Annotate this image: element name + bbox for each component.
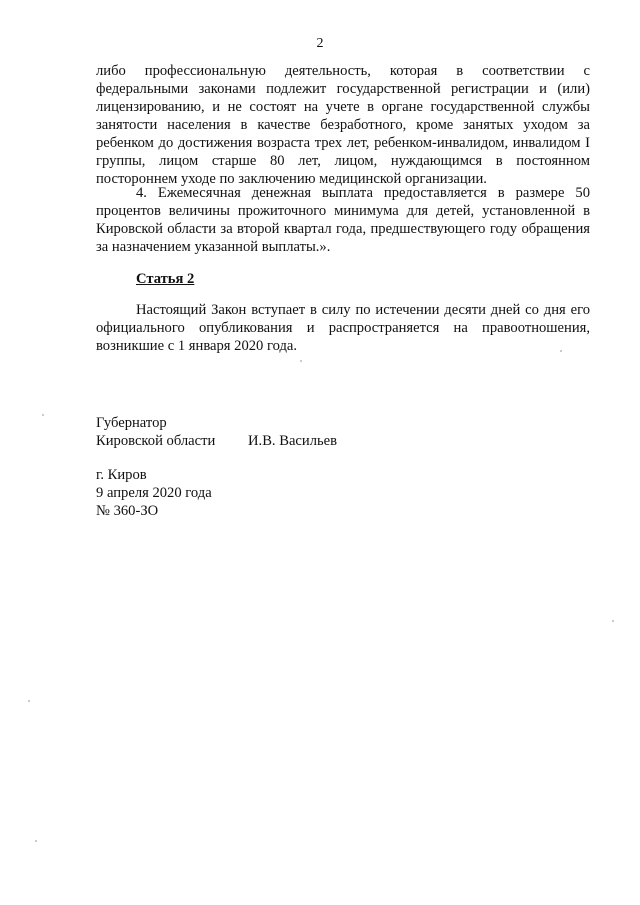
page-number: 2 — [316, 36, 324, 51]
article-2-heading: Статья 2 — [136, 271, 195, 287]
signature-title-line2: Кировской области — [96, 433, 216, 449]
scan-speck — [35, 840, 37, 842]
signatory-name: И.В. Васильев — [248, 433, 338, 449]
document-footer — [96, 466, 212, 520]
scan-speck — [612, 620, 614, 622]
document-number: № 360-ЗО — [96, 503, 159, 519]
scan-speck — [28, 700, 30, 702]
scan-speck — [300, 360, 302, 362]
paragraph-item-4: 4. Ежемесячная денежная выплата предоставляется в размере 50 процентов величины прожиточного минимума для детей, установленной в Кировской области за второй квартал года, предшествующего году обращения за назначением указанной выплаты.». — [96, 185, 590, 255]
city-label: г. Киров — [96, 467, 147, 483]
document-date: 9 апреля 2020 года — [96, 485, 212, 501]
scan-speck — [42, 414, 44, 416]
scan-speck — [560, 350, 562, 352]
paragraph-continuation: либо профессиональную деятельность, которая в соответствии с федеральными законами подлежит государственной регистрации и (или) лицензированию, и не состоят на учете в органе государственной службы занятости населения в качестве безработного, кроме занятых уходом за ребенком до достижения возраста трех лет, ребенком-инвалидом, инвалидом I группы, лицом старше 80 лет, лицом, нуждающимся в постоянном постороннем уходе по заключению медицинской организации. — [96, 63, 590, 187]
signature-title-line1: Губернатор — [96, 415, 167, 431]
signature-block — [96, 414, 337, 450]
article-2-text: Настоящий Закон вступает в силу по истечении десяти дней со дня его официального опубликования и распространяется на правоотношения, возникшие с 1 января 2020 года. — [96, 302, 590, 354]
